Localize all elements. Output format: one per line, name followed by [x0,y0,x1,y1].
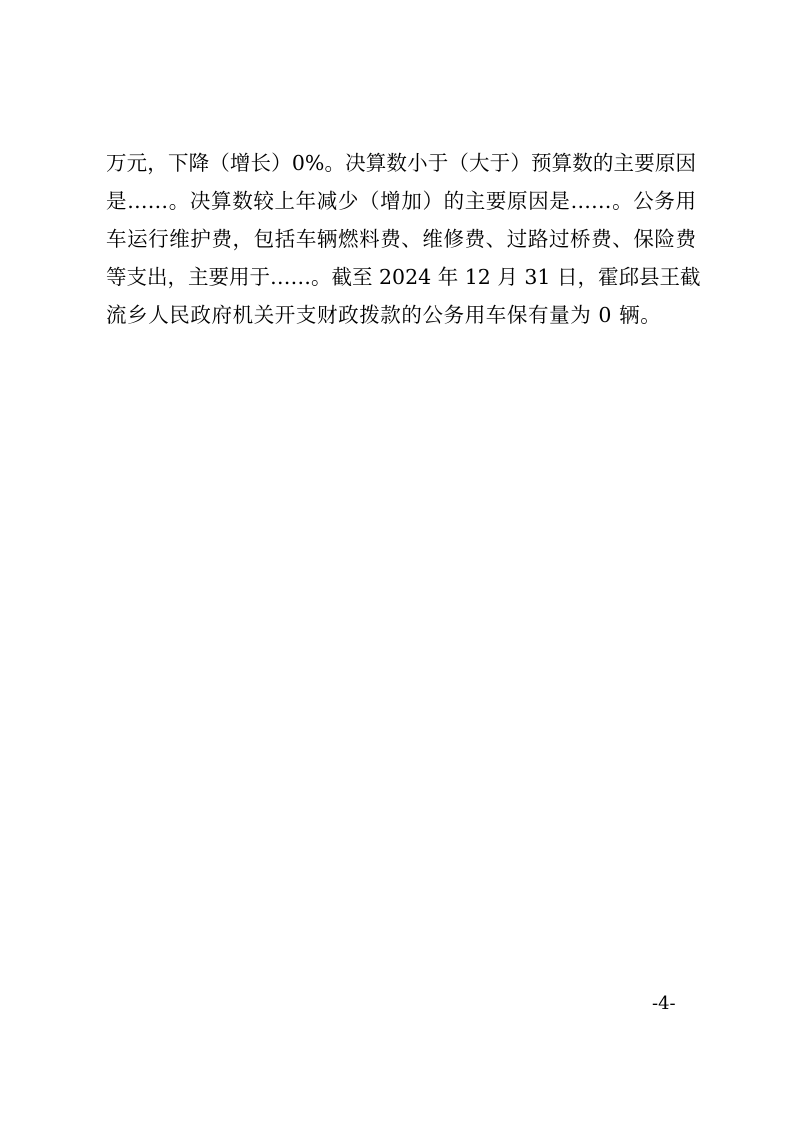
paragraph-line-2: 是……。决算数较上年减少（增加）的主要原因是……。公务用 [106,189,696,213]
body-paragraph [106,144,701,334]
page-number: -4- [652,993,676,1014]
paragraph-line-5: 流乡人民政府机关开支财政拨款的公务用车保有量为 0 辆。 [106,303,662,327]
paragraph-line-4: 等支出，主要用于……。截至 2024 年 12 月 31 日，霍邱县王截 [106,265,701,289]
paragraph-line-1: 万元，下降（增长）0%。决算数小于（大于）预算数的主要原因 [106,151,696,175]
paragraph-line-3: 车运行维护费，包括车辆燃料费、维修费、过路过桥费、保险费 [106,227,696,251]
